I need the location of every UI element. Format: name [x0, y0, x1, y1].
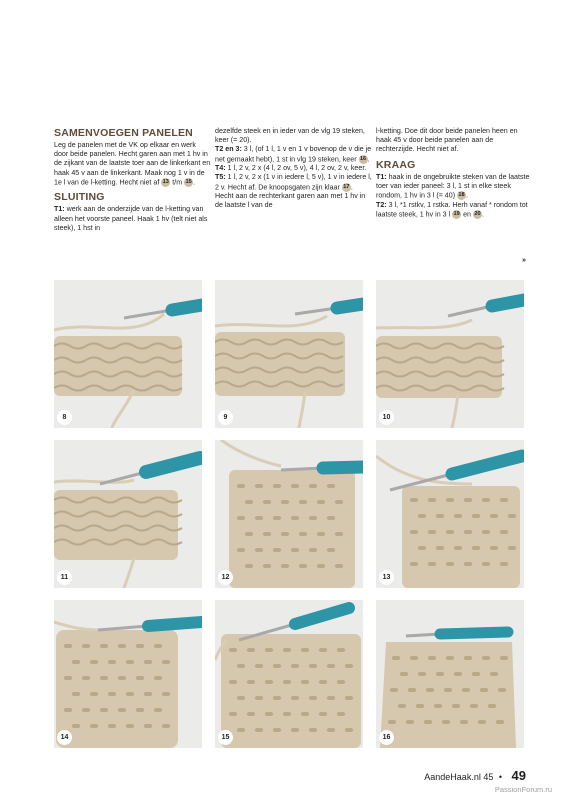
- crochet-image: [54, 280, 202, 428]
- crochet-photo: [215, 440, 363, 588]
- separator-bullet: •: [498, 772, 503, 782]
- crochet-image: [54, 440, 202, 588]
- paragraph: T2: 3 l, *1 rstkv, 1 rstka. Herh vanaf * rondom tot laatste steek, 1 hv in 3 l 19 en 20.: [376, 200, 528, 219]
- paragraph: Leg de panelen met de VK op elkaar en werk door beide panelen. Hecht garen aan met 1 hv in de zijkant van de laatste toer aan de linkerkant en haak 45 v aan de linkerkant. Maak nog 1 v in de 1e l van de l-ketting. Hecht niet af 13 t/m 15.: [54, 141, 211, 187]
- paragraph: T2 en 3: 3 l, (of 1 l, 1 v en 1 v bovenop de v die je net gemaakt hebt), 1 st in vlg 19 steken, keer 16.: [215, 145, 372, 163]
- photo-ref-badge: 13: [162, 178, 169, 185]
- crochet-photo: [54, 440, 202, 588]
- paragraph: T5: 1 l, 2 v, 2 x (1 v in iedere l, 5 v), 1 v in iedere l, 2 v. Hecht af. De knoopsgaten zijn klaar 17. Hecht aan de rechterkant garen aan met 1 hv in de laatste l van de: [215, 173, 372, 210]
- section-heading-sluiting: SLUITING: [54, 191, 105, 204]
- photo-ref-badge: 18: [458, 192, 465, 199]
- page-footer: [424, 768, 526, 783]
- crochet-image: [215, 440, 363, 588]
- paragraph: dezelfde steek en in ieder van de vlg 19 steken, keer (= 20).: [215, 127, 365, 145]
- crochet-photo: [376, 440, 524, 588]
- crochet-photo: [215, 280, 363, 428]
- section-heading-samenvoegen: SAMENVOEGEN PANELEN: [54, 127, 193, 139]
- text-column-3: [376, 127, 533, 219]
- step-number: 15: [218, 730, 233, 745]
- step-number: 8: [57, 410, 72, 425]
- crochet-image: [376, 280, 524, 428]
- step-number: 10: [379, 410, 394, 425]
- paragraph: T1: haak in de ongebruikte steken van de laatste toer van ieder paneel: 3 l, 1 st in elke steek rondom, 1 hv in 3 l (= 40) 18.: [376, 172, 530, 200]
- text-column-2: [215, 127, 372, 211]
- crochet-photo: [54, 600, 202, 748]
- crochet-photo: [376, 280, 524, 428]
- step-number: 14: [57, 730, 72, 745]
- crochet-photo: [54, 280, 202, 428]
- paragraph: T1: werk aan de onderzijde van de l-ketting van alleen het voorste paneel. Haak 1 hv (telt niet als steek), 1 hst in: [54, 205, 208, 232]
- step-number: 16: [379, 730, 394, 745]
- crochet-image: [215, 280, 363, 428]
- crochet-image: [215, 600, 363, 748]
- step-number: 13: [379, 570, 394, 585]
- magazine-name: AandeHaak.nl 45: [424, 772, 494, 782]
- photo-ref-badge: 20: [474, 210, 481, 217]
- paragraph: l-ketting. Doe dit door beide panelen heen en haak 45 v door beide panelen aan de rechterzijde. Hecht niet af.: [376, 127, 518, 154]
- crochet-image: [376, 440, 524, 588]
- continue-arrow: »: [522, 257, 526, 264]
- paragraph: T4: 1 l, 2 v, 2 x (4 l, 2 ov, 5 v), 4 l, 2 ov, 2 v, keer.: [215, 164, 367, 173]
- photo-ref-badge: 16: [359, 155, 367, 162]
- photo-ref-badge: 15: [185, 178, 192, 185]
- section-heading-kraag: KRAAG: [376, 158, 416, 171]
- watermark: PassionForum.ru: [494, 785, 552, 794]
- crochet-image: [54, 600, 202, 748]
- text-column-1: [54, 127, 211, 233]
- crochet-photo: [215, 600, 363, 748]
- photo-ref-badge: 19: [453, 210, 460, 217]
- step-number: 12: [218, 570, 233, 585]
- step-number: 9: [218, 410, 233, 425]
- photo-ref-badge: 17: [343, 183, 350, 190]
- step-number: 11: [57, 570, 72, 585]
- page-number: 49: [511, 768, 526, 783]
- crochet-image: [376, 600, 524, 748]
- crochet-photo: [376, 600, 524, 748]
